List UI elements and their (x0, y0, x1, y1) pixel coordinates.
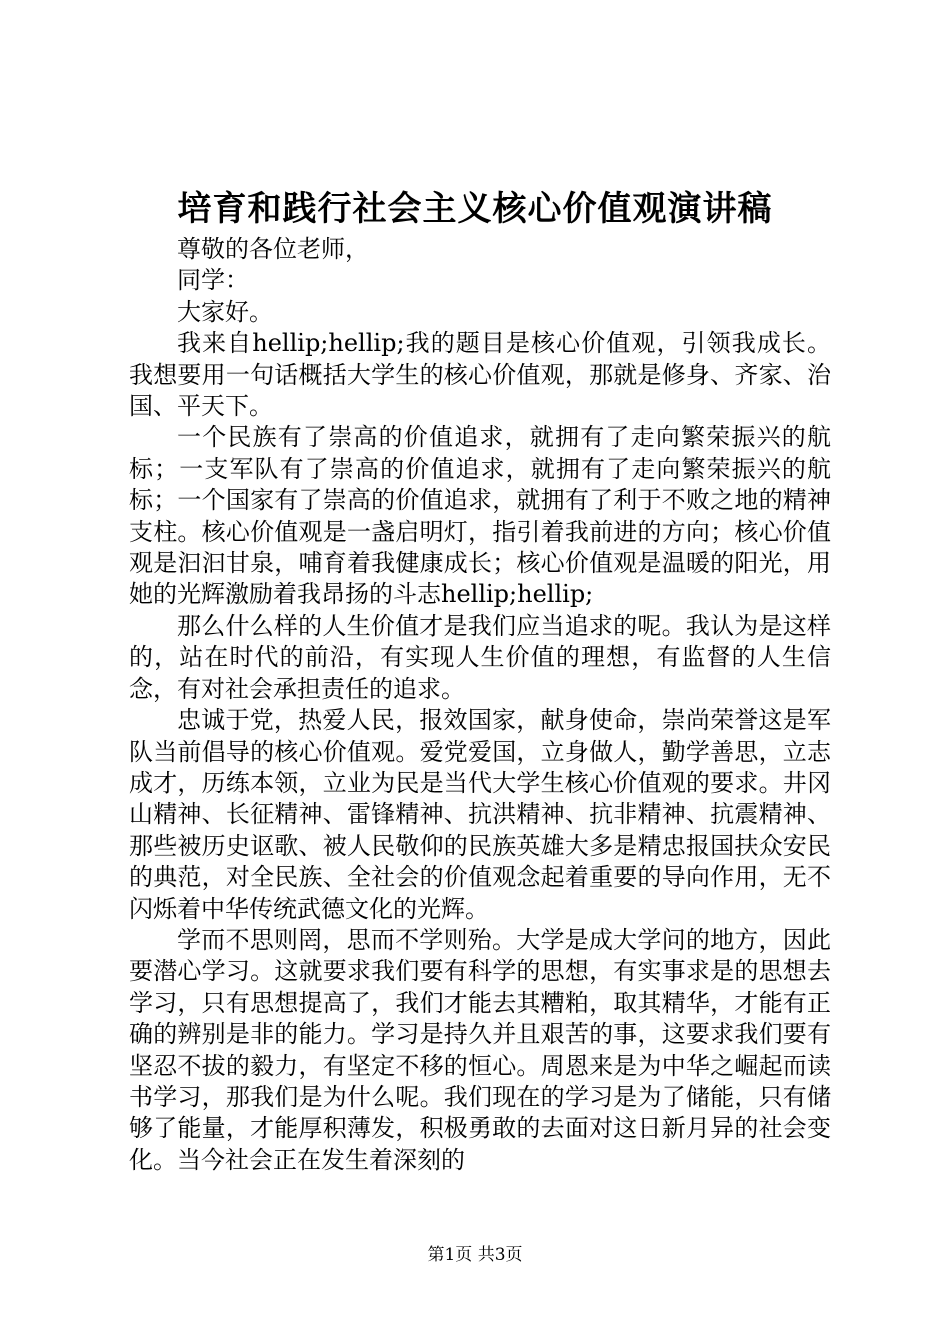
paragraph-greeting: 大家好。 (177, 297, 273, 326)
paragraph-salutation-students: 同学： (177, 266, 249, 295)
paragraph-study: 学而不思则罔，思而不学则殆。大学是成大学问的地方，因此要潜心学习。这就要求我们要有科学的思想，有实事求是的思想去学习，只有思想提高了，我们才能去其糟粕，取其精华，才能有正确的辨别是非的能力。学习是持久并且艰苦的事，这要求我们要有坚忍不拔的毅力，有坚定不移的恒心。周恩来是为中华之崛起而读书学习，那我们是为什么呢。我们现在的学习是为了储能，只有储够了能量，才能厚积薄发，积极勇敢的去面对这日新月异的社会变化。当今社会正在发生着深刻的 (129, 925, 831, 1174)
page-number-footer: 第1页 共3页 (427, 1245, 523, 1265)
paragraph-values: 一个民族有了崇高的价值追求，就拥有了走向繁荣振兴的航标；一支军队有了崇高的价值追求，就拥有了走向繁荣振兴的航标；一个国家有了崇高的价值追求，就拥有了利于不败之地的精神支柱。核心价值观是一盏启明灯，指引着我前进的方向；核心价值观是汩汩甘泉，哺育着我健康成长；核心价值观是温暖的阳光，用她的光辉激励着我昂扬的斗志hellip;hellip; (129, 423, 831, 609)
document-title: 培育和践行社会主义核心价值观演讲稿 (177, 189, 773, 229)
paragraph-intro: 我来自hellip;hellip;我的题目是核心价值观，引领我成长。我想要用一句话概括大学生的核心价值观，那就是修身、齐家、治国、平天下。 (129, 329, 831, 421)
paragraph-life-values: 那么什么样的人生价值才是我们应当追求的呢。我认为是这样的，站在时代的前沿，有实现人生价值的理想，有监督的人生信念，有对社会承担责任的追求。 (129, 611, 831, 703)
paragraph-salutation: 尊敬的各位老师， (177, 235, 369, 263)
paragraph-loyalty: 忠诚于党，热爱人民，报效国家，献身使命，崇尚荣誉这是军队当前倡导的核心价值观。爱党爱国，立身做人，勤学善思，立志成才，历练本领，立业为民是当代大学生核心价值观的要求。井冈山精神、长征精神、雷锋精神、抗洪精神、抗非精神、抗震精神、那些被历史讴歌、被人民敬仰的民族英雄大多是精忠报国扶众安民的典范，对全民族、全社会的价值观念起着重要的导向作用，无不闪烁着中华传统武德文化的光辉。 (129, 706, 831, 923)
document-body (129, 234, 831, 1176)
